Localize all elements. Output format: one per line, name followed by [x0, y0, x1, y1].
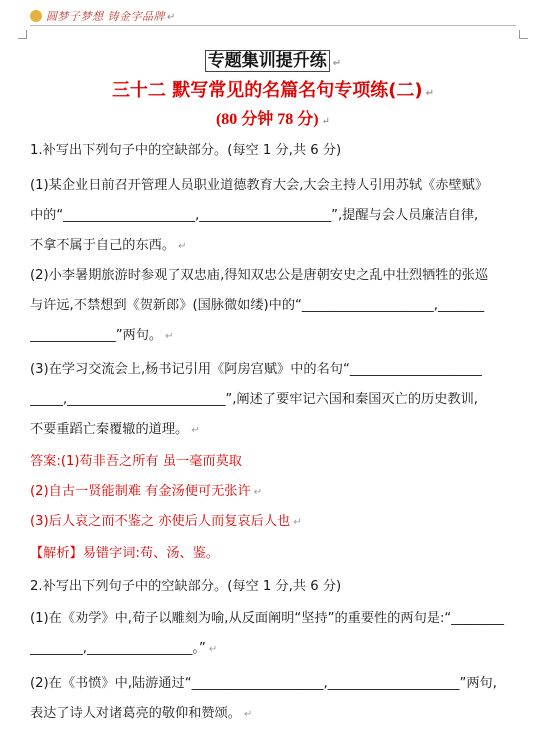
page-header: [30, 8, 176, 24]
brand-logo-icon: [30, 10, 42, 22]
question-1-part-1-line: (1)某企业日前召开管理人员职业道德教育大会,大会主持人引用苏轼《赤壁赋》: [30, 178, 489, 193]
question-1-part-1-line: 不拿不属于自己的东西。 ↵: [30, 238, 187, 253]
analysis-body: 易错字词:苟、汤、鉴。: [82, 546, 220, 561]
header-text: 圆梦子梦想 铸金字品牌: [46, 10, 165, 23]
analysis-tag: 【解析】: [30, 546, 83, 561]
paragraph-mark-icon: ↵: [208, 644, 218, 655]
header-rule: [30, 25, 516, 26]
question-1-part-3-line: 不要重蹈亡秦覆辙的道理。 ↵: [30, 422, 200, 437]
answer-line: 答案:(1)苟非吾之所有 虽一毫而莫取: [30, 454, 242, 469]
question-2-heading: 2.补写出下列句子中的空缺部分。(每空 1 分,共 6 分): [30, 579, 342, 594]
question-1-part-3-line: (3)在学习交流会上,杨书记引用《阿房宫赋》中的名句“____________________: [30, 362, 482, 377]
paragraph-mark-icon: ↵: [178, 241, 187, 252]
question-2-part-2-line: (2)在《书愤》中,陆游通过“____________________,____________________”两句,: [30, 676, 497, 691]
answer-line: (3)后人哀之而不鉴之 亦使后人而复哀后人也 ↵: [30, 514, 302, 529]
margin-corner-mark: [519, 30, 528, 39]
question-1-part-1-line: 中的“____________________,____________________”,提醒与会人员廉洁自律,: [30, 208, 479, 223]
question-2-part-2-line: 表达了诗人对诸葛亮的敬仰和赞颂。 ↵: [30, 706, 253, 721]
paragraph-mark-icon: ↵: [244, 709, 253, 720]
question-1-part-2-line: _____________”两句。 ↵: [30, 328, 174, 343]
margin-corner-mark: [18, 30, 27, 39]
paragraph-mark-icon: ↵: [332, 58, 342, 69]
time-score-subtitle: (80 分钟 78 分) ↵: [215, 111, 331, 128]
question-1-part-2-line: (2)小李暑期旅游时参观了双忠庙,得知双忠公是唐朝安史之乱中壮烈牺牲的张巡: [30, 268, 489, 283]
paragraph-mark-icon: ↵: [253, 487, 263, 498]
paragraph-mark-icon: ↵: [191, 425, 200, 436]
analysis-line: [30, 544, 522, 564]
paragraph-mark-icon: ↵: [293, 517, 302, 528]
paragraph-mark-icon: ↵: [167, 12, 176, 23]
paragraph-mark-icon: ↵: [425, 88, 435, 99]
section-title: 专题集训提升练 ↵: [0, 46, 546, 71]
paragraph-mark-icon: ↵: [165, 331, 174, 342]
question-2-part-1-line: (1)在《劝学》中,荀子以雕刻为喻,从反面阐明“坚持”的重要性的两句是:“________: [30, 611, 505, 626]
question-1-part-3-line: _____,________________________”,阐述了要牢记六国和秦国灭亡的历史教训,: [30, 392, 478, 407]
paragraph-mark-icon: ↵: [321, 116, 331, 127]
answer-line: (2)自古一贤能制难 有金汤便可无张许 ↵: [30, 484, 263, 499]
question-1-heading: 1.补写出下列句子中的空缺部分。(每空 1 分,共 6 分): [30, 143, 342, 158]
page-title: 三十二 默写常见的名篇名句专项练(二) ↵: [111, 80, 435, 101]
question-2-part-1-line: ________,________________。” ↵: [30, 641, 218, 656]
question-1-part-2-line: 与许远,不禁想到《贺新郎》(国脉微如缕)中的“____________________,_______: [30, 298, 485, 313]
